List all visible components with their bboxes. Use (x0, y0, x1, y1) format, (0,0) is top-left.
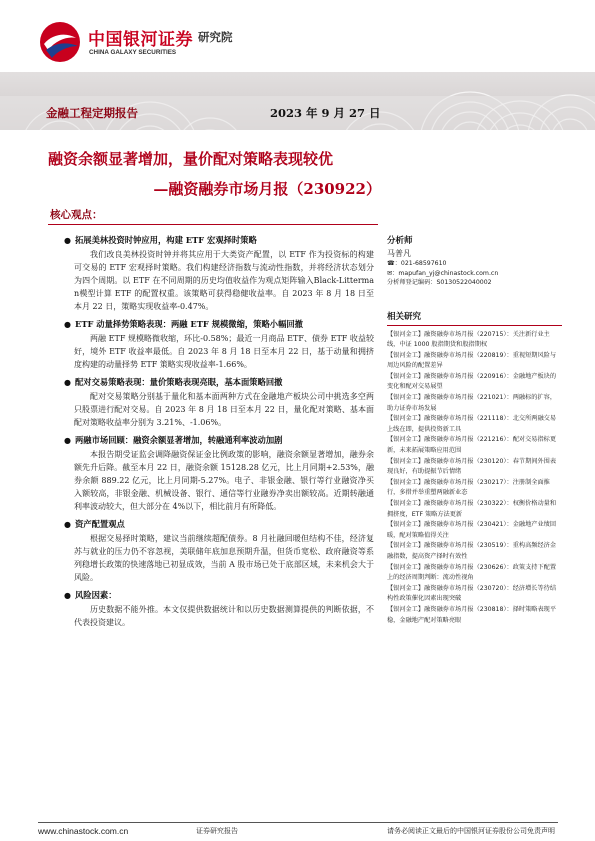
related-report-link[interactable]: 【银河金工】融资融券市场月报（220916）：金融地产板块的变化和配对交易展望 (387, 372, 557, 391)
section-heading: ● 配对交易策略表现：量价策略表现亮眼，基本面策略回撤 (64, 377, 283, 387)
analyst-cert: 分析师登记编码：S0130522040002 (387, 279, 492, 286)
brand-name-en: CHINA GALAXY SECURITIES (89, 49, 177, 56)
galaxy-logo-icon (38, 20, 82, 64)
related-report-link[interactable]: 【银河金工】融资融券市场月报（221118）：北交所两融交易上线在即，提供投资新工具 (387, 415, 557, 433)
section-heading: ● 两融市场回顾：融资余额显著增加，转融通利率波动加剧 (64, 435, 283, 445)
section-body: 根据交易择时策略，建议当前继续超配债券。8 月社融回暖但结构不佳，经济复苏与就业的压力仍不容忽视，美联储年底加息预期升温，但货币宽松、政府融资等系列稳增长政策的快速落地已初显成效，当前 A 股市场已处于底部区域，未来机会大于风险。 (74, 534, 374, 582)
banner-pattern (0, 72, 595, 130)
related-report-link[interactable]: 【银河金工】融资融券市场月报（221216）：配对交易指标更新，未来拓展策略应用范围 (387, 436, 557, 455)
section-body: 本报告期受证监会调降融资保证金比例政策的影响，融资余额显著增加，融券余额先升后降。截至本月 22 日，融资余额 15128.28 亿元，比上月同期+2.53%，融券余额 889.22 亿元，比上月同期-5.27%。电子、非银金融、银行等行业融资净买入额较高，非银金融、机械设备、银行、通信等行业融券净卖出额较高。近期转融通利率波动较大，但大部分在 4%以下，相比前月有所降低。 (74, 450, 374, 511)
bullet-icon: ● (64, 319, 71, 329)
section-body: 我们改良美林投资时钟并将其应用于大类资产配置，以 ETF 作为投资标的构建可交易的 ETF 宏观择时策略。我们构建经济指数与流动性指数，并将经济状态划分为四个周期。以 ETF 在不同周期的历史均值收益作为观点矩阵输入Black-Litterman模型计算 ETF 的配置权重。该策略可获得稳健收益率。自 2023 年 8 月 18 日至本月 22 日，策略实现收益率-0.47%。 (74, 250, 374, 311)
related-report-link[interactable]: 【银河金工】融资融券市场月报（230322）：权衡价格动量和拥挤度，ETF 策略方法更新 (387, 500, 557, 518)
mail-icon: ✉ (387, 269, 393, 277)
footer-divider (38, 822, 558, 823)
related-report-link[interactable]: 【银河金工】融资融券市场月报（220819）：重视短期风险与周边风险的配置差异 (387, 351, 557, 370)
report-type: 金融工程定期报告 (46, 106, 138, 120)
section-heading: ● 资产配置观点 (64, 519, 125, 529)
brand-name-cn: 中国银河证券 (88, 30, 193, 50)
related-report-link[interactable]: 【银河金工】融资融券市场月报（230120）：春节期间外围表现良好，有助提振节后情绪 (387, 457, 557, 476)
brand-logo (38, 20, 278, 64)
section-body: 两融 ETF 规模略微收缩，环比-0.58%；最近一月商品 ETF、债券 ETF 收益较好，境外 ETF 收益率最低。自 2023 年 8 月 18 日至本月 22 日，基于动量和拥挤度构建的动量择势 ETF 策略实现收益率-1.66%。 (74, 334, 374, 369)
analyst-email: ✉：mapufan_yj@chinastock.com.cn (387, 269, 499, 277)
bullet-icon: ● (64, 590, 71, 600)
bullet-icon: ● (64, 435, 71, 445)
section-body: 配对交易策略分别基于量化和基本面两种方式在金融地产板块公司中挑选多空两只股票进行配对交易。自 2023 年 8 月 18 日至本月 22 日，量化配对策略、基本面配对策略收益率分别为 3.21%、-1.06%。 (74, 392, 374, 427)
header-banner (0, 72, 595, 130)
main-content (64, 234, 374, 629)
report-subtitle: —融资融券市场月报（230922） (153, 180, 381, 198)
core-views-divider (48, 224, 378, 225)
report-date: 2023 年 9 月 27 日 (270, 106, 381, 120)
sidebar (387, 234, 562, 626)
footer-label: 证券研究报告 (196, 827, 238, 835)
related-report-link[interactable]: 【银河金工】融资融券市场月报（230818）：择时策略表现平稳，金融地产配对策略亮眼 (387, 605, 557, 624)
analyst-phone: ☎：021-68597610 (387, 260, 447, 267)
related-report-link[interactable]: 【银河金工】融资融券市场月报（230626）：政策支持下配置上的经济周期判断：流动性视角 (387, 563, 557, 582)
institute-name: 研究院 (198, 30, 233, 44)
analyst-name: 马普凡 (387, 249, 411, 258)
related-report-link[interactable]: 【银河金工】融资融券市场月报（221021）：两融标的扩容，助力证券市场发展 (387, 394, 557, 412)
section-heading: ● 拓展美林投资时钟应用，构建 ETF 宏观择时策略 (64, 235, 257, 245)
footer-disclaimer: 请务必阅读正文最后的中国银河证券股份公司免责声明 (387, 827, 555, 835)
section-heading: ● ETF 动量择势策略表现：两融 ETF 规模微缩，策略小幅回撤 (64, 319, 303, 329)
related-heading: 相关研究 (387, 311, 422, 322)
section-heading: ● 风险因素： (64, 590, 117, 600)
related-report-link[interactable]: 【银河金工】融资融券市场月报（230720）：经济增长等待结构性政策催化因素出现突破 (387, 584, 557, 603)
analyst-heading: 分析师 (387, 236, 413, 246)
bullet-icon: ● (64, 519, 71, 529)
related-report-link[interactable]: 【银河金工】融资融券市场月报（230421）：金融地产业绩回暖，配对策略值得关注 (387, 521, 557, 539)
related-report-link[interactable]: 【银河金工】融资融券市场月报（230519）：重构高频经济金融指数，提高资产择时有效性 (387, 542, 557, 560)
phone-icon: ☎ (387, 260, 395, 267)
related-divider (387, 325, 562, 326)
related-report-link[interactable]: 【银河金工】融资融券市场月报（230217）：注册制全面推行，多措并举重塑两融新业态 (387, 478, 550, 497)
section-body: 历史数据不能外推。本文仅提供数据统计和以历史数据测算提供的判断依据，不代表投资建议。 (74, 605, 374, 627)
related-report-link[interactable]: 【银河金工】融资融券市场月报（220715）：关注新行业主线，中证 1000 股指期货和股指期权 (387, 330, 550, 349)
report-title: 融资余额显著增加，量价配对策略表现较优 (48, 150, 334, 168)
bullet-icon: ● (64, 377, 71, 387)
footer-url[interactable]: www.chinastock.com.cn (38, 826, 129, 836)
core-views-label: 核心观点： (50, 209, 103, 221)
bullet-icon: ● (64, 235, 71, 245)
related-list (387, 330, 562, 627)
